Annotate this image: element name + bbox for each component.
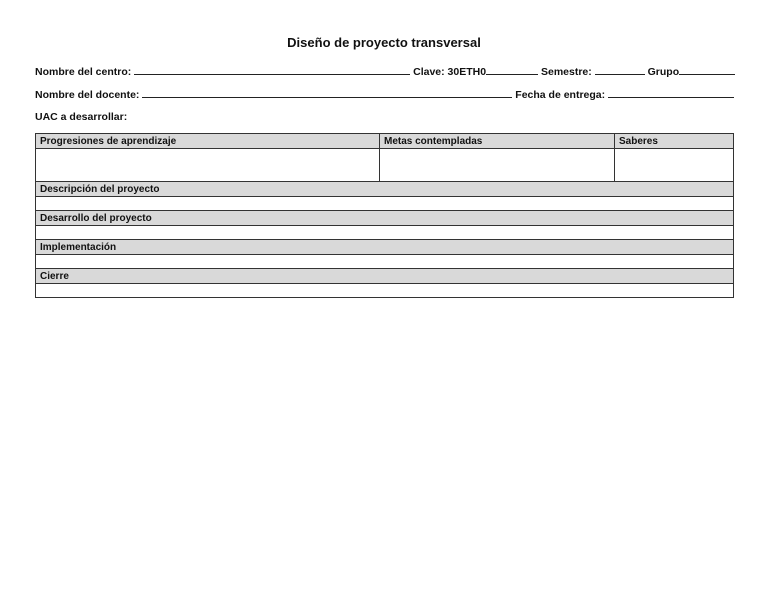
table-input-row bbox=[36, 149, 734, 182]
header-line-centro bbox=[35, 64, 735, 78]
header-progresiones: Progresiones de aprendizaje bbox=[36, 134, 380, 149]
header-metas: Metas contempladas bbox=[380, 134, 615, 149]
uac-label: UAC a desarrollar: bbox=[35, 111, 128, 123]
progresiones-cell[interactable] bbox=[36, 149, 380, 182]
uac-line bbox=[35, 111, 735, 123]
grupo-blank[interactable] bbox=[679, 64, 735, 75]
grupo-label: Grupo bbox=[647, 66, 680, 78]
clave-label: Clave: 30ETH0 bbox=[413, 66, 487, 78]
section-row bbox=[36, 240, 734, 255]
metas-cell[interactable] bbox=[380, 149, 615, 182]
section-row bbox=[36, 211, 734, 226]
section-input-row bbox=[36, 255, 734, 269]
centro-blank[interactable] bbox=[134, 64, 410, 75]
section-row bbox=[36, 182, 734, 197]
desarrollo-cell[interactable] bbox=[36, 226, 734, 240]
section-row bbox=[36, 269, 734, 284]
table-header-row bbox=[36, 134, 734, 149]
descripcion-cell[interactable] bbox=[36, 197, 734, 211]
header-line-docente bbox=[35, 87, 735, 101]
section-input-row bbox=[36, 284, 734, 298]
section-descripcion: Descripción del proyecto bbox=[36, 182, 734, 197]
clave-blank[interactable] bbox=[486, 64, 538, 75]
semestre-label: Semestre: bbox=[540, 66, 592, 78]
section-implementacion: Implementación bbox=[36, 240, 734, 255]
section-desarrollo: Desarrollo del proyecto bbox=[36, 211, 734, 226]
header-saberes: Saberes bbox=[615, 134, 734, 149]
docente-label: Nombre del docente: bbox=[35, 89, 140, 101]
fecha-label: Fecha de entrega: bbox=[515, 89, 606, 101]
project-form-table bbox=[35, 133, 734, 298]
section-cierre: Cierre bbox=[36, 269, 734, 284]
cierre-cell[interactable] bbox=[36, 284, 734, 298]
fecha-blank[interactable] bbox=[608, 87, 734, 98]
section-input-row bbox=[36, 226, 734, 240]
centro-label: Nombre del centro: bbox=[35, 66, 132, 78]
docente-blank[interactable] bbox=[142, 87, 512, 98]
saberes-cell[interactable] bbox=[615, 149, 734, 182]
section-input-row bbox=[36, 197, 734, 211]
document-title: Diseño de proyecto transversal bbox=[287, 35, 481, 50]
semestre-blank[interactable] bbox=[595, 64, 645, 75]
implementacion-cell[interactable] bbox=[36, 255, 734, 269]
